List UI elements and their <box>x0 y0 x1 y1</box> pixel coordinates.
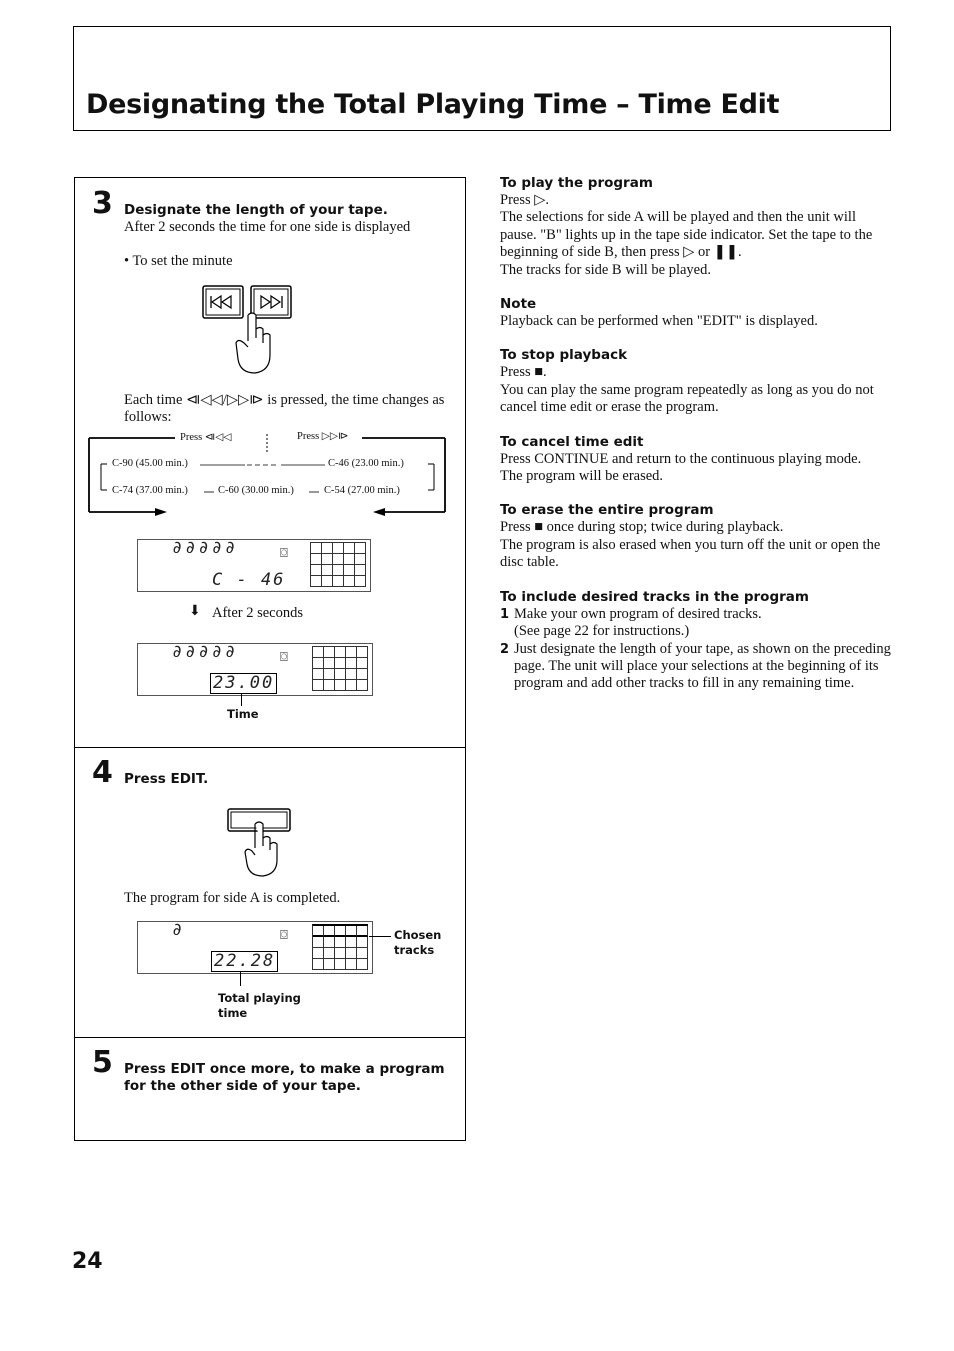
step-5-number: 5 <box>92 1045 113 1080</box>
step-4-heading: Press EDIT. <box>124 771 209 787</box>
erase-section <box>500 502 892 571</box>
title-box <box>73 26 891 131</box>
play-line-1: Press ▷. <box>500 192 550 208</box>
list-item-text: Just designate the length of your tape, as shown on the preceding page. The unit will place your selections at the beginning of its program and add other tracks to fill in any remaining time. <box>514 640 891 692</box>
erase-line-1: Press ■ once during stop; twice during playback. <box>500 519 784 536</box>
time-label: Time <box>227 707 259 721</box>
list-item <box>500 606 892 641</box>
flow-c90: C-90 (45.00 min.) <box>112 458 188 469</box>
stop-line-2: You can play the same program repeatedly as long as you do not cancel time edit or erase the program. <box>500 381 874 416</box>
flow-c46: C-46 (23.00 min.) <box>328 458 404 469</box>
cassette-icon: ⌼ <box>280 546 288 561</box>
flow-c74: C-74 (37.00 min.) <box>112 485 188 496</box>
track-marks: ∂ <box>172 920 186 940</box>
flow-c60: C-60 (30.00 min.) <box>218 485 294 496</box>
erase-heading: To erase the entire program <box>500 502 714 519</box>
step-4-number: 4 <box>92 755 113 790</box>
cancel-heading: To cancel time edit <box>500 433 644 450</box>
lcd-time-value: 23.00 <box>210 673 277 694</box>
cassette-icon: ⌼ <box>280 928 288 943</box>
press-prev-label: Press ⧏◁◁ <box>180 432 232 443</box>
track-grid <box>312 924 368 970</box>
page-title: Designating the Total Playing Time – Time Edit <box>86 89 780 120</box>
skip-buttons-illustration <box>200 283 300 378</box>
cancel-section <box>500 434 892 486</box>
list-item-number: 1 <box>500 606 510 622</box>
play-section <box>500 175 892 279</box>
step-3-each-time-text: Each time ⧏◁◁/▷▷⧐ is pressed, the time changes as follows: <box>124 392 445 425</box>
include-heading: To include desired tracks in the program <box>500 588 809 605</box>
pointing-hand-icon <box>236 313 270 373</box>
list-item-text: Make your own program of desired tracks. <box>514 605 762 622</box>
lcd-display-tape-length <box>137 539 371 592</box>
list-item <box>500 641 892 693</box>
track-grid <box>312 646 368 691</box>
stop-heading: To stop playback <box>500 347 628 364</box>
right-column <box>500 175 892 710</box>
stop-section <box>500 347 892 416</box>
track-marks: ∂∂∂∂∂ <box>172 642 239 662</box>
lcd-display-time <box>137 643 373 696</box>
step-3-bullet: • To set the minute <box>124 253 233 269</box>
step-5-heading: Press EDIT once more, to make a program for the other side of your tape. <box>124 1061 445 1094</box>
down-arrow-icon: ⬇ <box>189 603 201 619</box>
note-heading: Note <box>500 296 537 313</box>
edit-button-illustration <box>225 806 295 878</box>
step-3-text: After 2 seconds the time for one side is displayed <box>124 219 411 235</box>
steps-panel <box>74 177 466 1141</box>
cassette-icon: ⌼ <box>280 650 288 665</box>
press-next-label: Press ▷▷⧐ <box>297 431 349 442</box>
step-divider <box>75 747 465 748</box>
play-heading: To play the program <box>500 175 653 191</box>
chosen-leader-line <box>369 936 391 937</box>
flow-c54: C-54 (27.00 min.) <box>324 485 400 496</box>
list-item-subtext: (See page 22 for instructions.) <box>514 623 690 640</box>
total-playing-time-label: Total playing time <box>218 991 301 1020</box>
page-number: 24 <box>72 1249 103 1274</box>
stop-line-1: Press ■. <box>500 364 547 381</box>
cancel-line-1: Press CONTINUE and return to the continuous playing mode. <box>500 450 862 467</box>
track-grid <box>310 542 366 587</box>
step-divider <box>75 1037 465 1038</box>
time-leader-line <box>241 694 242 706</box>
note-line-1: Playback can be performed when "EDIT" is displayed. <box>500 313 818 330</box>
total-leader-line <box>240 972 241 986</box>
step-4-text: The program for side A is completed. <box>124 890 341 906</box>
include-section <box>500 589 892 693</box>
next-button-icon <box>251 286 291 318</box>
play-line-2: The selections for side A will be played and then the unit will pause. "B" lights up in the tape side indicator. Set the tape to the beginning of side B, then press ▷ or ❚❚. <box>500 209 873 261</box>
erase-line-2: The program is also erased when you turn off the unit or open the disc table. <box>500 536 881 571</box>
cancel-line-2: The program will be erased. <box>500 468 664 485</box>
lcd-total-time-value: 22.28 <box>211 951 278 972</box>
list-item-number: 2 <box>500 641 510 657</box>
track-marks: ∂∂∂∂∂ <box>172 538 239 558</box>
note-section <box>500 296 892 330</box>
lcd-display-program <box>137 921 373 974</box>
lcd-value: C - 46 <box>212 570 286 590</box>
prev-button-icon <box>203 286 243 318</box>
step-3-heading: Designate the length of your tape. <box>124 202 388 218</box>
step-3-number: 3 <box>92 186 113 221</box>
play-line-3: The tracks for side B will be played. <box>500 261 711 278</box>
time-cycle-diagram <box>87 432 449 516</box>
after-2-seconds-label: After 2 seconds <box>212 605 304 621</box>
chosen-tracks-label: Chosen tracks <box>394 928 442 957</box>
